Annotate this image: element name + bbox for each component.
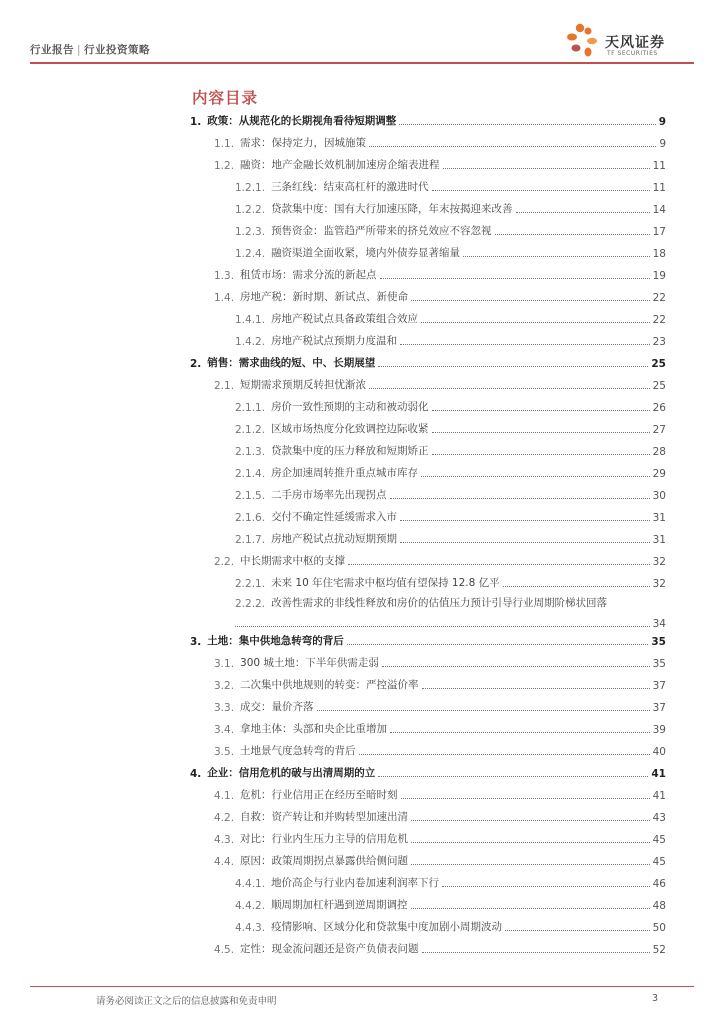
toc-entry[interactable] bbox=[190, 742, 666, 758]
toc-entry-page: 28 bbox=[652, 446, 666, 458]
toc-entry-page: 29 bbox=[652, 468, 666, 480]
subcategory-label: 行业投资策略 bbox=[84, 44, 151, 56]
toc-entry[interactable] bbox=[190, 852, 666, 868]
toc-entry-title: 土地：集中供地急转弯的背后 bbox=[207, 635, 344, 647]
toc-entry-page: 39 bbox=[652, 724, 666, 736]
toc-entry[interactable] bbox=[190, 486, 666, 502]
toc-entry[interactable] bbox=[190, 332, 666, 348]
toc-entry[interactable] bbox=[190, 530, 666, 546]
toc-entry[interactable] bbox=[190, 244, 666, 260]
toc-entry-number: 2.1. bbox=[214, 380, 235, 392]
toc-entry-title: 顺周期加杠杆遇到逆周期调控 bbox=[271, 899, 408, 911]
toc-entry-page: 35 bbox=[652, 658, 666, 670]
toc-dot-leader bbox=[411, 300, 650, 301]
toc-dot-leader bbox=[400, 344, 650, 345]
toc-entry-title: 对比：行业内生压力主导的信用危机 bbox=[240, 833, 409, 845]
logo-chinese-name: 天风证券 bbox=[605, 35, 665, 51]
category-label: 行业报告 bbox=[30, 44, 74, 56]
toc-entry-title: 疫情影响、区域分化和贷款集中度加剧小周期波动 bbox=[271, 921, 503, 933]
toc-entry-title: 预售资金：监管趋严所带来的挤兑效应不容忽视 bbox=[271, 225, 492, 237]
toc-entry[interactable] bbox=[190, 830, 666, 846]
toc-entry[interactable] bbox=[190, 288, 666, 304]
toc-entry-page: 41 bbox=[651, 768, 666, 780]
toc-dot-leader bbox=[503, 586, 650, 587]
toc-entry-number: 4. bbox=[190, 768, 202, 780]
toc-entry-title: 土地景气度急转弯的背后 bbox=[240, 745, 356, 757]
toc-entry-number: 2.2.1. bbox=[235, 578, 266, 590]
toc-dot-leader bbox=[411, 820, 650, 821]
toc-dot-leader bbox=[378, 776, 648, 777]
toc-entry-number: 1.2.3. bbox=[235, 226, 266, 238]
toc-dot-leader bbox=[401, 798, 650, 799]
toc-entry[interactable] bbox=[190, 112, 666, 128]
footer-divider bbox=[30, 986, 694, 987]
toc-entry[interactable] bbox=[190, 134, 666, 150]
toc-entry-number: 4.4.2. bbox=[235, 900, 266, 912]
toc-entry-number: 4.3. bbox=[214, 834, 235, 846]
toc-entry-title: 改善性需求的非线性释放和房价的估值压力预计引导行业周期阶梯状回落 bbox=[271, 597, 608, 609]
toc-entry-page: 31 bbox=[652, 534, 666, 546]
toc-entry-page: 34 bbox=[652, 618, 666, 630]
toc-entry-page: 37 bbox=[652, 680, 666, 692]
toc-entry-page: 23 bbox=[652, 336, 666, 348]
footer-disclaimer: 请务必阅读正文之后的信息披露和免责申明 bbox=[96, 996, 277, 1007]
toc-entry[interactable] bbox=[190, 508, 666, 524]
toc-entry-page: 18 bbox=[652, 248, 666, 260]
toc-entry-number: 3. bbox=[190, 636, 202, 648]
toc-entry-page: 40 bbox=[652, 746, 666, 758]
toc-entry-title: 定性：现金流问题还是资产负债表问题 bbox=[240, 943, 419, 955]
toc-entry-number: 1.3. bbox=[214, 270, 235, 282]
toc-entry-title: 融资：地产金融长效机制加速房企缩表进程 bbox=[240, 159, 440, 171]
toc-dot-leader bbox=[390, 732, 650, 733]
toc-entry-number: 2.1.5. bbox=[235, 490, 266, 502]
toc-entry[interactable] bbox=[190, 918, 666, 934]
toc-entry-page: 45 bbox=[652, 834, 666, 846]
header-divider bbox=[30, 62, 694, 64]
toc-dot-leader bbox=[421, 322, 650, 323]
toc-entry[interactable] bbox=[190, 266, 666, 282]
toc-entry-title: 销售：需求曲线的短、中、长期展望 bbox=[207, 357, 376, 369]
toc-entry-page: 22 bbox=[652, 314, 666, 326]
toc-entry[interactable] bbox=[190, 398, 666, 414]
toc-entry[interactable] bbox=[190, 632, 666, 648]
toc-entry-number: 2.1.7. bbox=[235, 534, 266, 546]
toc-entry-page: 41 bbox=[652, 790, 666, 802]
toc-entry-title: 自救：资产转让和并购转型加速出清 bbox=[240, 811, 409, 823]
toc-entry-title: 三条红线：结束高杠杆的激进时代 bbox=[271, 181, 429, 193]
toc-entry-number: 1. bbox=[190, 116, 202, 128]
toc-dot-leader bbox=[369, 388, 650, 389]
toc-entry-page: 11 bbox=[652, 182, 666, 194]
toc-dot-leader bbox=[432, 190, 650, 191]
toc-entry[interactable] bbox=[190, 574, 666, 590]
toc-entry-number: 4.1. bbox=[214, 790, 235, 802]
toc-entry-number: 2.1.1. bbox=[235, 402, 266, 414]
toc-entry-number: 2.2. bbox=[214, 556, 235, 568]
toc-entry[interactable] bbox=[190, 808, 666, 824]
toc-entry-page: 48 bbox=[652, 900, 666, 912]
toc-entry-number: 2.1.6. bbox=[235, 512, 266, 524]
toc-entry-title: 贷款集中度：国有大行加速压降，年末按揭迎来改善 bbox=[271, 203, 513, 215]
toc-entry-title: 危机：行业信用正在经历至暗时刻 bbox=[240, 789, 398, 801]
report-category bbox=[30, 42, 150, 57]
toc-title: 内容目录 bbox=[192, 89, 259, 107]
toc-dot-leader bbox=[411, 864, 650, 865]
toc-entry-number: 3.1. bbox=[214, 658, 235, 670]
toc-dot-leader bbox=[421, 476, 650, 477]
toc-dot-leader bbox=[378, 366, 648, 367]
toc-dot-leader bbox=[422, 688, 650, 689]
toc-dot-leader bbox=[505, 930, 650, 931]
toc-entry-page: 17 bbox=[652, 226, 666, 238]
header-separator: | bbox=[77, 44, 82, 56]
toc-entry-title: 房地产税试点扰动短期预期 bbox=[271, 533, 398, 545]
toc-entry-title: 二次集中供地规则的转变：严控溢价率 bbox=[240, 679, 419, 691]
toc-entry-title: 融资渠道全面收紧，境内外债券显著缩量 bbox=[271, 247, 461, 259]
toc-entry-number: 4.4.1. bbox=[235, 878, 266, 890]
toc-entry-title: 成交：量价齐落 bbox=[240, 701, 314, 713]
toc-entry-page: 45 bbox=[652, 856, 666, 868]
toc-dot-leader bbox=[359, 754, 650, 755]
toc-dot-leader bbox=[348, 564, 650, 565]
toc-entry-number: 1.2.4. bbox=[235, 248, 266, 260]
toc-entry-page: 11 bbox=[652, 160, 666, 172]
toc-dot-leader bbox=[390, 498, 650, 499]
toc-entry-title: 交付不确定性延缓需求入市 bbox=[271, 511, 398, 523]
toc-entry-title: 地价高企与行业内卷加速利润率下行 bbox=[271, 877, 440, 889]
toc-entry-number: 1.2. bbox=[214, 160, 235, 172]
toc-entry-page: 32 bbox=[652, 556, 666, 568]
toc-dot-leader bbox=[347, 644, 649, 645]
toc-entry-title: 贷款集中度的压力释放和短期矫正 bbox=[271, 445, 429, 457]
toc-entry-title: 短期需求预期反转担忧渐浓 bbox=[240, 379, 367, 391]
tf-flower-icon bbox=[566, 22, 602, 60]
toc-entry[interactable] bbox=[190, 698, 666, 714]
toc-dot-leader bbox=[369, 146, 656, 147]
toc-entry[interactable] bbox=[190, 676, 666, 692]
toc-entry[interactable] bbox=[190, 156, 666, 172]
toc-entry-title: 二手房市场率先出现拐点 bbox=[271, 489, 387, 501]
toc-entry-title: 中长期需求中枢的支撑 bbox=[240, 555, 346, 567]
toc-entry-number: 2. bbox=[190, 358, 202, 370]
toc-entry[interactable] bbox=[190, 594, 666, 630]
toc-dot-leader bbox=[380, 278, 650, 279]
toc-entry[interactable] bbox=[190, 720, 666, 736]
toc-entry[interactable] bbox=[190, 420, 666, 436]
toc-entry-title: 房价一致性预期的主动和被动弱化 bbox=[271, 401, 429, 413]
toc-entry-page: 46 bbox=[652, 878, 666, 890]
toc-dot-leader bbox=[411, 842, 650, 843]
logo-english-name: TF SECURITIES bbox=[607, 50, 658, 57]
toc-dot-leader bbox=[400, 520, 650, 521]
toc-dot-leader bbox=[317, 710, 650, 711]
toc-entry-number: 2.1.3. bbox=[235, 446, 266, 458]
toc-entry-title: 300 城土地：下半年供需走弱 bbox=[240, 657, 379, 669]
toc-entry[interactable] bbox=[190, 222, 666, 238]
toc-entry-page: 19 bbox=[652, 270, 666, 282]
toc-entry[interactable] bbox=[190, 464, 666, 480]
toc-entry-title: 需求：保持定力，因城施策 bbox=[240, 137, 367, 149]
toc-entry-number: 3.4. bbox=[214, 724, 235, 736]
toc-entry[interactable] bbox=[190, 178, 666, 194]
toc-entry[interactable] bbox=[190, 764, 666, 780]
toc-dot-leader bbox=[422, 952, 650, 953]
toc-entry-number: 4.2. bbox=[214, 812, 235, 824]
toc-entry[interactable] bbox=[190, 442, 666, 458]
toc-dot-leader bbox=[432, 410, 650, 411]
toc-dot-leader bbox=[411, 908, 650, 909]
toc-entry-page: 32 bbox=[652, 578, 666, 590]
toc-entry-page: 25 bbox=[651, 358, 666, 370]
toc-entry-page: 9 bbox=[658, 116, 666, 128]
toc-entry-number: 3.5. bbox=[214, 746, 235, 758]
toc-entry[interactable] bbox=[190, 654, 666, 670]
toc-dot-leader bbox=[442, 886, 650, 887]
toc-entry-number: 2.2.2. bbox=[235, 598, 266, 610]
toc-entry-page: 27 bbox=[652, 424, 666, 436]
toc-entry-number: 4.4.3. bbox=[235, 922, 266, 934]
toc-entry-page: 26 bbox=[652, 402, 666, 414]
toc-dot-leader bbox=[399, 124, 655, 125]
toc-entry-page: 37 bbox=[652, 702, 666, 714]
toc-entry-title: 租赁市场：需求分流的新起点 bbox=[240, 269, 377, 281]
toc-entry[interactable] bbox=[190, 200, 666, 216]
toc-entry-number: 1.4.1. bbox=[235, 314, 266, 326]
toc-entry-page: 9 bbox=[659, 138, 666, 150]
toc-dot-leader bbox=[443, 168, 650, 169]
toc-entry[interactable] bbox=[190, 786, 666, 802]
toc-entry[interactable] bbox=[190, 940, 666, 956]
toc-entry-number: 2.1.2. bbox=[235, 424, 266, 436]
toc-dot-leader bbox=[400, 542, 650, 543]
toc-dot-leader bbox=[432, 454, 650, 455]
toc-entry[interactable] bbox=[190, 896, 666, 912]
toc-entry-number: 3.2. bbox=[214, 680, 235, 692]
toc-dot-leader bbox=[495, 234, 650, 235]
toc-entry-title: 企业：信用危机的破与出清周期的立 bbox=[207, 767, 376, 779]
toc-entry-page: 30 bbox=[652, 490, 666, 502]
toc-entry-title: 房企加速周转推升重点城市库存 bbox=[271, 467, 419, 479]
toc-entry-page: 50 bbox=[652, 922, 666, 934]
toc-entry-title: 区域市场热度分化致调控边际收紧 bbox=[271, 423, 429, 435]
toc-entry[interactable] bbox=[190, 354, 666, 370]
toc-entry-number: 1.4. bbox=[214, 292, 235, 304]
toc-entry-title: 未来 10 年住宅需求中枢均值有望保持 12.8 亿平 bbox=[271, 577, 500, 589]
page-number: 3 bbox=[652, 993, 659, 1004]
toc-entry-number: 1.2.2. bbox=[235, 204, 266, 216]
toc-entry-number: 1.1. bbox=[214, 138, 235, 150]
tf-securities-logo bbox=[566, 22, 696, 62]
toc-entry[interactable] bbox=[190, 552, 666, 568]
toc-entry-number: 4.5. bbox=[214, 944, 235, 956]
toc-dot-leader bbox=[463, 256, 650, 257]
toc-entry-title: 房地产税：新时期、新试点、新使命 bbox=[240, 291, 409, 303]
toc-entry-page: 22 bbox=[652, 292, 666, 304]
toc-entry-page: 35 bbox=[651, 636, 666, 648]
toc-entry-page: 25 bbox=[652, 380, 666, 392]
toc-dot-leader bbox=[382, 666, 650, 667]
toc-entry[interactable] bbox=[190, 874, 666, 890]
toc-entry-title: 房地产税试点预期力度温和 bbox=[271, 335, 398, 347]
toc-entry-page: 43 bbox=[652, 812, 666, 824]
toc-entry-title: 原因：政策周期拐点暴露供给侧问题 bbox=[240, 855, 409, 867]
toc-entry-page: 31 bbox=[652, 512, 666, 524]
toc-dot-leader bbox=[432, 432, 650, 433]
toc-entry-title: 政策：从规范化的长期视角看待短期调整 bbox=[207, 115, 397, 127]
toc-entry-title: 房地产税试点具备政策组合效应 bbox=[271, 313, 419, 325]
toc-entry-number: 4.4. bbox=[214, 856, 235, 868]
toc-dot-leader bbox=[516, 212, 650, 213]
toc-entry-title: 拿地主体：头部和央企比重增加 bbox=[240, 723, 388, 735]
toc-entry[interactable] bbox=[190, 376, 666, 392]
toc-entry-page: 14 bbox=[652, 204, 666, 216]
toc-entry-page: 52 bbox=[652, 944, 666, 956]
toc-entry-number: 2.1.4. bbox=[235, 468, 266, 480]
toc-entry-number: 3.3. bbox=[214, 702, 235, 714]
toc-entry[interactable] bbox=[190, 310, 666, 326]
toc-dot-leader bbox=[235, 626, 650, 627]
toc-entry-number: 1.4.2. bbox=[235, 336, 266, 348]
toc-entry-number: 1.2.1. bbox=[235, 182, 266, 194]
